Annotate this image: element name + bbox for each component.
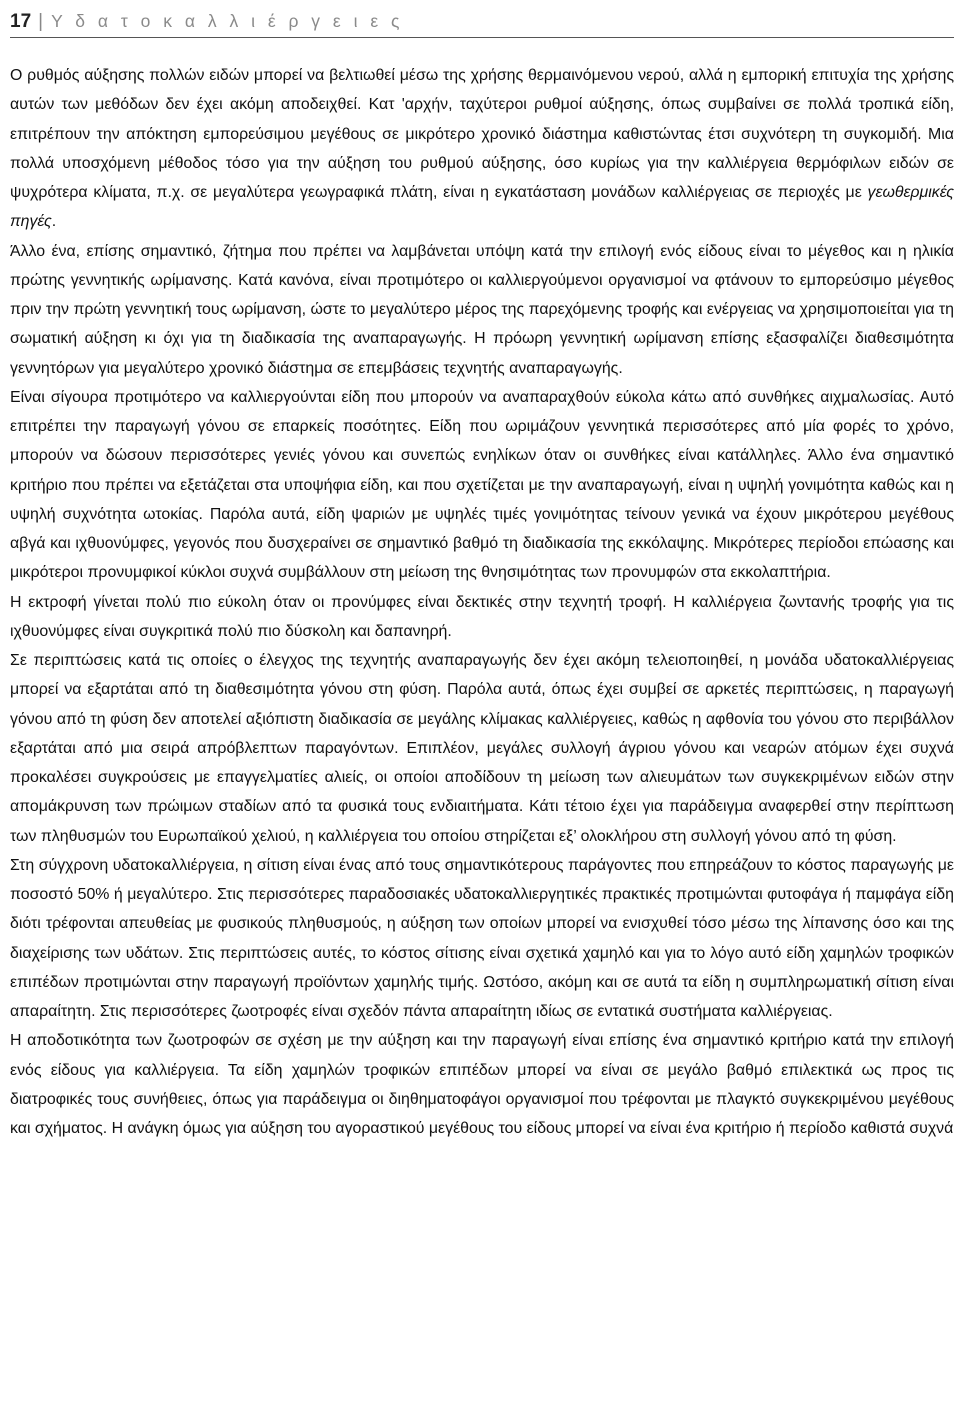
paragraph xyxy=(10,61,954,237)
page-header xyxy=(10,0,954,38)
page-number: 17 xyxy=(10,11,32,32)
paragraph: Η εκτροφή γίνεται πολύ πιο εύκολη όταν οι προνύμφες είναι δεκτικές στην τεχνητή τροφή. Η καλλιέργεια ζωντανής τροφής για τις ιχθυονύμφες είναι συγκριτικά πολύ πιο δύσκολη και δαπανηρή. xyxy=(10,593,954,640)
paragraph: Η αποδοτικότητα των ζωοτροφών σε σχέση με την αύξηση και την παραγωγή είναι επίσης ένα σημαντικό κριτήριο κατά την επιλογή ενός είδους για καλλιέργεια. Τα είδη χαμηλών τροφικών επιπέδων μπορεί να είναι σε μεγάλο βαθμό επιλεκτικά ως προς τις διατροφικές τους συνήθειες, όπως για παράδειγμα οι διηθηματοφάγοι οργανισμοί που τρέφονται με πλαγκτό συγκεκριμένου μεγέθους και σχήματος. Η ανάγκη όμως για αύξηση του αγοραστικού μεγέθους του είδους μπορεί να είναι ένα κριτήριο ή περίοδο καθιστά συχνά xyxy=(10,1032,954,1137)
paragraph: Σε περιπτώσεις κατά τις οποίες ο έλεγχος της τεχνητής αναπαραγωγής δεν έχει ακόμη τελειοποιηθεί, η μονάδα υδατοκαλλιέργειας μπορεί να εξαρτάται από τη διαθεσιμότητα γόνου στη φύση. Παρόλα αυτά, όπως έχει συμβεί σε αρκετές περιπτώσεις, η παραγωγή γόνου από τη φύση δεν αποτελεί αξιόπιστη διαδικασία σε μεγάλης κλίμακας καλλιέργειες, καθώς η αφθονία του γόνου στο περιβάλλον εξαρτάται από μια σειρά απρόβλεπτων παραγόντων. Επιπλέον, μεγάλες συλλογή άγριου γόνου και νεαρών ατόμων έχει συχνά προκαλέσει συγκρούσεις με επαγγελματίες αλιείς, οι οποίοι αποδίδουν τη μείωση των αλιευμάτων των συγκεκριμένων ειδών στην απομάκρυνση των πρώιμων σταδίων από τα φυσικά τους ενδιαιτήματα. Κάτι τέτοιο έχει για παράδειγμα αναφερθεί στην περίπτωση των πληθυσμών του Ευρωπαϊκού χελιού, η καλλιέργεια του οποίου στηρίζεται εξ’ ολοκλήρου στη συλλογή γόνου από τη φύση. xyxy=(10,652,954,845)
header-separator: | xyxy=(38,11,44,32)
paragraph: Άλλο ένα, επίσης σημαντικό, ζήτημα που πρέπει να λαμβάνεται υπόψη κατά την επιλογή ενός είδους είναι το μέγεθος και η ηλικία πρώτης γεννητικής ωρίμανσης. Κατά κανόνα, είναι προτιμότερο οι καλλιεργούμενοι οργανισμοί να φτάνουν το εμπορεύσιμο μέγεθος πριν την πρώτη γεννητική τους ωρίμανση, ώστε το μεγαλύτερο μέρος της παρεχόμενης τροφής και ενέργειας να χρησιμοποιείται για τη σωματική αύξηση κι όχι για τη διαδικασία της αναπαραγωγής. Η πρόωρη γεννητική ωρίμανση επίσης εξασφαλίζει διαθεσιμότητα γεννητόρων για μεγαλύτερο χρονικό διάστημα σε επεμβάσεις τεχνητής αναπαραγωγής. xyxy=(10,242,954,377)
body-text xyxy=(10,61,954,1143)
paragraph: Στη σύγχρονη υδατοκαλλιέργεια, η σίτιση είναι ένας από τους σημαντικότερους παράγοντες που επηρεάζουν το κόστος παραγωγής με ποσοστό 50% ή μεγαλύτερο. Στις περισσότερες παραδοσιακές υδατοκαλλιεργητικές πρακτικές προτιμώνται φυτοφάγα ή παμφάγα είδη διότι τρέφονται απευθείας με φυσικούς πληθυσμούς, η αύξηση των οποίων μπορεί να ενισχυθεί τόσο μέσω της λίπανσης όσο και της διαχείρισης των υδάτων. Στις περιπτώσεις αυτές, το κόστος σίτισης είναι σχετικά χαμηλό και για το λόγο αυτό είδη χαμηλών τροφικών επιπέδων προτιμώνται στην παραγωγή προϊόντων χαμηλής τιμής. Ωστόσο, ακόμη και σε αυτά τα είδη η συμπληρωματική σίτιση είναι απαραίτητη. Στις περισσότερες ζωοτροφές είναι σχεδόν πάντα απαραίτητη ιδίως σε εντατικά συστήματα καλλιέργειας. xyxy=(10,856,954,1020)
paragraph: Είναι σίγουρα προτιμότερο να καλλιεργούνται είδη που μπορούν να αναπαραχθούν εύκολα κάτω από συνθήκες αιχμαλωσίας. Αυτό επιτρέπει την παραγωγή γόνου σε επαρκείς ποσότητες. Είδη που ωριμάζουν γεννητικά περισσότερες από μία φορές το χρόνο, μπορούν να δώσουν περισσότερες γενιές γόνου και συνεπώς ενηλίκων όταν οι συνθήκες είναι κατάλληλες. Άλλο ένα σημαντικό κριτήριο που πρέπει να εξετάζεται στα υποψήφια είδη, και που σχετίζεται με την αναπαραγωγή, είναι η υψηλή γονιμότητα καθώς και η υψηλή συχνότητα ωτοκίας. Παρόλα αυτά, είδη ψαριών με υψηλές τιμές γονιμότητας τείνουν γενικά να έχουν μικρότερου μεγέθους αβγά και ιχθυονύμφες, γεγονός που δυσχεραίνει σε σημαντικό βαθμό τη διαδικασία της εκκόλαψης. Μικρότερες περίοδοι επώασης και μικρότεροι προνυμφικοί κύκλοι συχνά συμβάλλουν στη μείωση της θνησιμότητας των προνυμφών στα εκκολαπτήρια. xyxy=(10,388,954,582)
paragraph-text: Ο ρυθμός αύξησης πολλών ειδών μπορεί να βελτιωθεί μέσω της χρήσης θερμαινόμενου νερού, αλλά η εμπορική επιτυχία της χρήσης αυτών των μεθόδων δεν έχει ακόμη αποδειχθεί. Κατ 'αρχήν, ταχύτεροι ρυθμοί αύξησης, όπως συμβαίνει σε πολλά τροπικά είδη, επιτρέπουν την απόκτηση εμπορεύσιμου μεγέθους σε μικρότερο χρονικό διάστημα καθιστώντας έτσι συχνότερη τη συγκομιδή. Μια πολλά υποσχόμενη μέθοδος τόσο για την αύξηση του ρυθμού αύξησης, όσο κυρίως για την καλλιέργεια θερμόφιλων ειδών σε ψυχρότερα κλίματα, π.χ. σε μεγαλύτερα γεωγραφικά πλάτη, είναι η εγκατάσταση μονάδων καλλιέργειας σε περιοχές με xyxy=(10,67,954,201)
running-title: Υ δ α τ ο κ α λ λ ι έ ρ γ ε ι ε ς xyxy=(51,11,404,31)
emphasized-term: γεωθερμικές πηγές xyxy=(10,184,954,231)
paragraph-text-end: . xyxy=(51,213,57,231)
